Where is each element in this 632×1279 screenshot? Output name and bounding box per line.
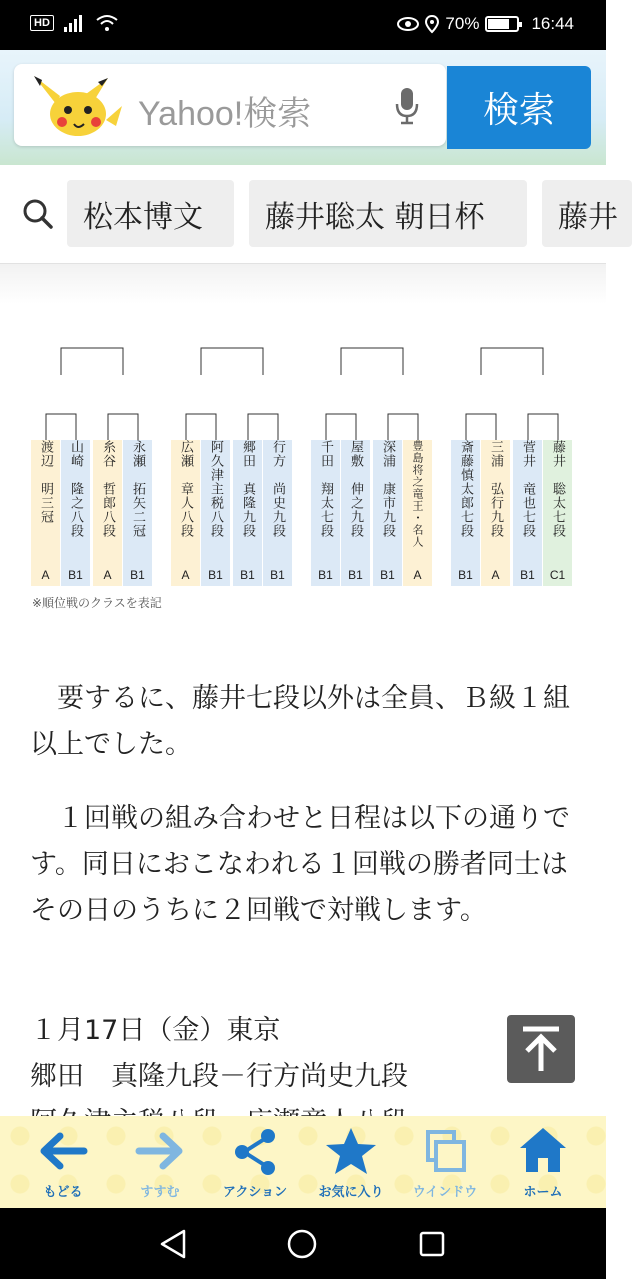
search-header [0, 50, 606, 165]
window-button[interactable] [400, 1124, 490, 1204]
nav-home-icon[interactable] [286, 1228, 318, 1260]
player-class: B1 [68, 568, 83, 582]
favorites-button[interactable] [306, 1124, 396, 1204]
forward-button[interactable] [115, 1124, 205, 1204]
player-class: B1 [348, 568, 363, 582]
player-name: 屋敷 伸之九段 [341, 440, 370, 586]
battery-percent: 70% [445, 14, 480, 33]
search-input[interactable]: Yahoo!検索 [138, 95, 312, 133]
clock: 16:44 [531, 14, 574, 33]
home-icon [498, 1124, 588, 1178]
hd-icon: HD [30, 15, 54, 31]
player-name: 糸谷 哲郎八段 [93, 440, 122, 586]
tournament-bracket [0, 264, 606, 444]
nav-label: もどる [43, 1185, 83, 1200]
player-name: 斎藤慎太郎七段 [451, 440, 480, 586]
player-class: B1 [458, 568, 473, 582]
status-bar [0, 0, 606, 50]
microphone-icon[interactable] [394, 86, 420, 126]
player-class: A [41, 568, 50, 582]
search-button[interactable]: 検索 [447, 66, 591, 149]
player-name: 広瀬 章人八段 [171, 440, 200, 586]
back-button[interactable] [18, 1124, 108, 1204]
player-name: 渡辺 明三冠 [31, 440, 60, 586]
player-class: A [491, 568, 500, 582]
suggestion-chip[interactable]: 藤井聡太 朝日杯 [249, 180, 527, 247]
player-name: 郷田 真隆九段 [233, 440, 262, 586]
search-box[interactable] [14, 64, 446, 146]
bottom-toolbar [0, 1116, 606, 1208]
player-class: B1 [318, 568, 333, 582]
player-class: B1 [380, 568, 395, 582]
player-name: 永瀬 拓矢二冠 [123, 440, 152, 586]
scroll-to-top-button[interactable] [507, 1015, 575, 1083]
player-name: 山崎 隆之八段 [61, 440, 90, 586]
action-button[interactable] [210, 1124, 300, 1204]
player-class: B1 [240, 568, 255, 582]
arrow-left-icon [18, 1124, 108, 1178]
paragraph: １回戦の組み合わせと日程は以下の通りです。同日におこなわれる１回戦の勝者同士はその日のうちに２回戦で対戦します。 [30, 803, 570, 926]
player-name: 深浦 康市九段 [373, 440, 402, 586]
nav-label: ウインドウ [412, 1185, 478, 1200]
nav-recents-icon[interactable] [418, 1230, 446, 1258]
eye-icon [397, 16, 419, 32]
signal-icon [64, 14, 86, 32]
search-icon [22, 198, 54, 230]
paragraph: 要するに、藤井七段以外は全員、Ｂ級１組以上でした。 [30, 683, 570, 760]
nav-label: ホーム [523, 1185, 563, 1200]
share-icon [210, 1124, 300, 1178]
system-nav-bar [0, 1208, 606, 1279]
windows-icon [400, 1124, 490, 1178]
nav-label: すすむ [140, 1185, 180, 1200]
arrow-right-icon [115, 1124, 205, 1178]
player-name: 三浦 弘行九段 [481, 440, 510, 586]
suggestion-chip[interactable]: 松本博文 [67, 180, 234, 247]
player-class: A [413, 568, 422, 582]
player-name: 菅井 竜也七段 [513, 440, 542, 586]
player-class: B1 [520, 568, 535, 582]
player-name: 藤井 聡太七段 [543, 440, 572, 586]
player-class: A [103, 568, 112, 582]
nav-label: お気に入り [318, 1185, 384, 1200]
nav-back-icon[interactable] [158, 1228, 188, 1260]
player-class: B1 [208, 568, 223, 582]
nav-label: アクション [222, 1185, 288, 1200]
suggestion-chip[interactable]: 藤井 [542, 180, 632, 247]
location-icon [425, 15, 439, 33]
home-button[interactable] [498, 1124, 588, 1204]
suggestion-row [0, 165, 618, 264]
arrow-up-icon [507, 1015, 575, 1083]
player-class: A [181, 568, 190, 582]
battery-icon [485, 16, 519, 32]
player-name: 阿久津主税八段 [201, 440, 230, 586]
schedule-date: １月17日（金）東京 [30, 1015, 281, 1046]
pikachu-mascot-icon [20, 70, 126, 142]
wifi-icon [96, 14, 118, 32]
player-name: 行方 尚史九段 [263, 440, 292, 586]
player-class: B1 [270, 568, 285, 582]
article-content [0, 264, 606, 1116]
player-class: C1 [549, 568, 566, 582]
player-class: B1 [130, 568, 145, 582]
player-name: 豊島将之竜王・名人 [403, 440, 432, 586]
star-icon [306, 1124, 396, 1178]
bracket-note: ※順位戦のクラスを表記 [32, 596, 162, 610]
schedule-match: 郷田 真隆九段－行方尚史九段 [30, 1061, 408, 1092]
player-name: 千田 翔太七段 [311, 440, 340, 586]
